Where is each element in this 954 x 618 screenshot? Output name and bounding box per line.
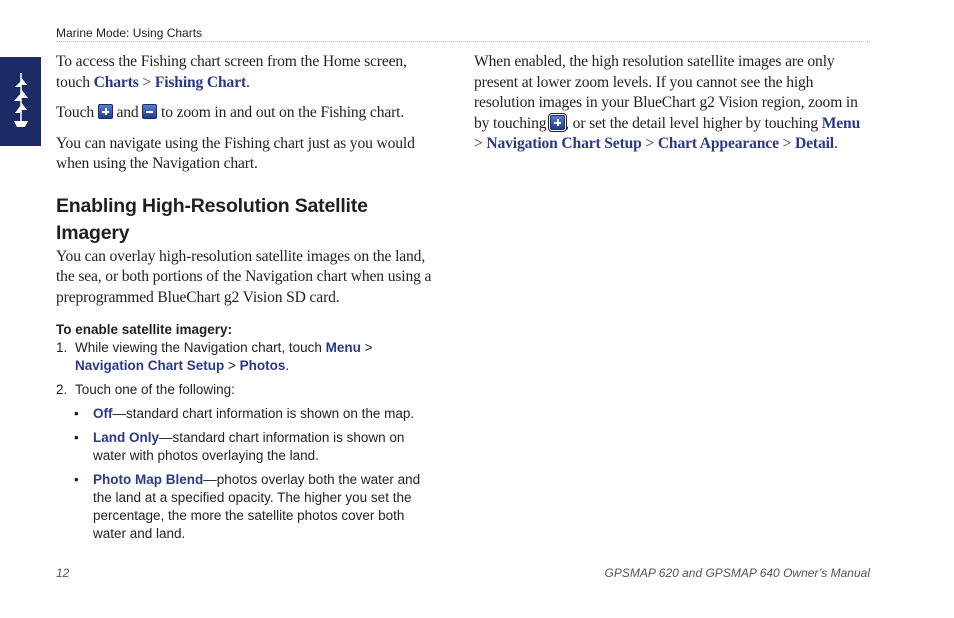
link-chart-appearance: Chart Appearance <box>657 135 779 152</box>
step-number: 2. <box>56 382 68 397</box>
right-column <box>474 52 870 165</box>
separator: > <box>224 358 240 373</box>
option-description: —standard chart information is shown on the map. <box>112 406 415 421</box>
paragraph-text: When enabled, the high resolution satellite images are only present at lower zoom levels. If you cannot see the high resolution images in your BlueChart g2 Vision region, zoom in by touching <box>474 53 858 132</box>
zoom-in-icon <box>550 115 565 130</box>
bullet-off <box>56 405 440 423</box>
section-heading: Enabling High-Resolution Satellite Imagery <box>56 194 368 244</box>
link-charts: Charts <box>93 73 139 91</box>
separator: > <box>138 73 155 91</box>
running-header: Marine Mode: Using Charts <box>56 26 203 40</box>
paragraph-text: Touch <box>56 104 98 121</box>
procedure-title: To enable satellite imagery: <box>56 322 233 337</box>
paragraph-overlay: You can overlay high-resolution satellite images on the land, the sea, or both portions of the Navigation chart when using a preprogrammed BlueChart g2 Vision SD card. <box>56 247 432 306</box>
step-text: Touch one of the following: <box>75 382 235 397</box>
left-column <box>56 52 440 549</box>
paragraph-text: , or set the detail level higher by touching <box>565 114 822 132</box>
bullet-land-only <box>56 429 440 465</box>
option-term: Photo Map Blend <box>93 472 204 487</box>
bullet-dot: • <box>74 472 79 487</box>
manual-title: GPSMAP 620 and GPSMAP 640 Owner’s Manual <box>604 566 870 580</box>
step-1 <box>56 339 440 375</box>
paragraph-high-res-note <box>474 52 870 155</box>
paragraph-navigate: You can navigate using the Fishing chart just as you would when using the Navigation chart. <box>56 134 415 172</box>
punctuation: . <box>285 358 290 373</box>
link-fishing-chart: Fishing Chart <box>154 73 247 91</box>
option-term: Off <box>93 406 113 421</box>
option-term: Land Only <box>93 430 160 445</box>
bullet-dot: • <box>74 430 79 445</box>
link-menu: Menu <box>325 340 361 355</box>
link-navigation-chart-setup: Navigation Chart Setup <box>75 358 225 373</box>
bullet-dot: • <box>74 406 79 421</box>
link-detail: Detail <box>795 135 834 152</box>
paragraph-text: and <box>112 104 143 121</box>
option-description: —photos overlay both the water and the land at a specified opacity. The higher you set the percentage, the more the satellite photos cover both water and land. <box>93 472 421 541</box>
bullet-photo-map-blend <box>56 471 440 543</box>
zoom-in-icon <box>98 104 113 119</box>
link-navigation-chart-setup: Navigation Chart Setup <box>486 135 642 152</box>
punctuation: . <box>833 135 838 152</box>
separator: > <box>474 135 487 152</box>
separator: > <box>360 340 373 355</box>
step-number: 1. <box>56 340 68 355</box>
separator: > <box>641 135 658 152</box>
paragraph-fishing-access <box>56 52 440 93</box>
header-divider <box>56 41 870 42</box>
paragraph-text: To access the Fishing chart screen from the Home screen, touch <box>56 53 407 91</box>
zoom-out-icon <box>142 104 157 119</box>
link-photos: Photos <box>239 358 286 373</box>
section-side-tab <box>0 57 41 146</box>
separator: > <box>778 135 796 152</box>
punctuation: . <box>246 73 250 91</box>
step-text: While viewing the Navigation chart, touch <box>75 340 326 355</box>
step-2 <box>56 381 440 399</box>
paragraph-zoom <box>56 103 440 124</box>
paragraph-text: to zoom in and out on the Fishing chart. <box>157 104 405 121</box>
link-menu: Menu <box>821 114 861 132</box>
option-description: —standard chart information is shown on water with photos overlaying the land. <box>93 430 405 463</box>
ship-icon <box>12 71 30 131</box>
page-number: 12 <box>56 566 70 580</box>
